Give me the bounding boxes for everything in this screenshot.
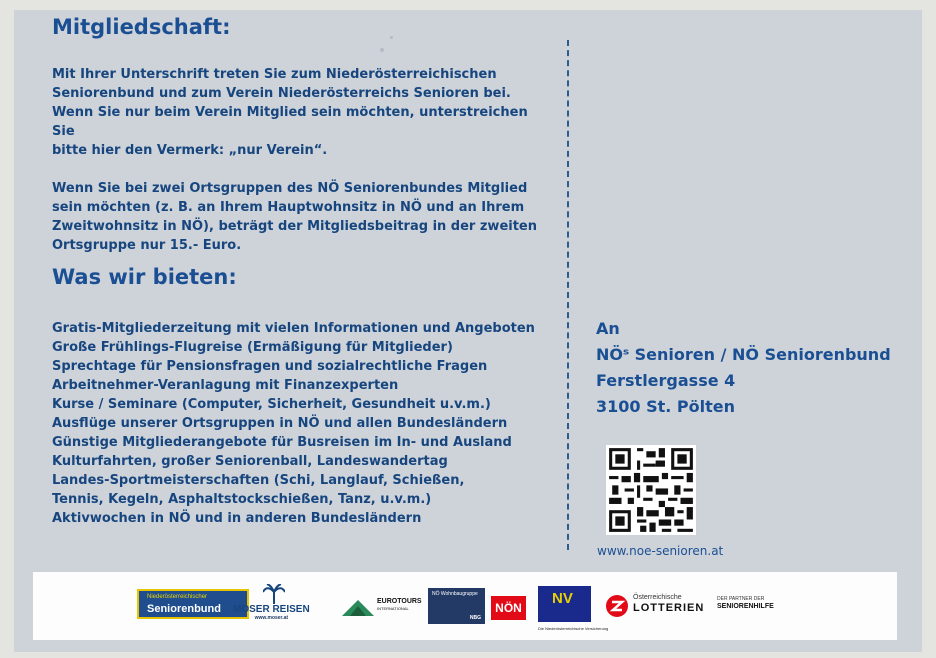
membership-paragraph-1: Mit Ihrer Unterschrift treten Sie zum Niederösterreichischen Seniorenbund und zum Verein Niederösterreichs Senioren bei. Wenn Sie nur beim Verein Mitglied sein möchten, unterstreichen Sie bitte hier den Vermerk: „nur Verein“. [52, 67, 528, 159]
offer-line: Kulturfahrten, großer Seniorenball, Landeswandertag [52, 454, 448, 470]
offer-line: Gratis-Mitgliederzeitung mit vielen Informationen und Angeboten [52, 321, 535, 337]
sponsor-logo-strip [33, 572, 897, 640]
non-logo: NÖN [491, 596, 526, 620]
palm-icon [263, 584, 285, 604]
website-link[interactable]: www.noe-senioren.at [597, 544, 724, 558]
address-block [596, 316, 891, 420]
offer-line: Sprechtage für Pensionsfragen und sozialrechtliche Fragen [52, 359, 488, 375]
address-line-1: An [596, 319, 620, 338]
offer-line: Günstige Mitgliederangebote für Busreisen im In- und Ausland [52, 435, 512, 451]
nv-versicherung-logo: NV Die Niederösterreichische Versicherung [538, 586, 591, 622]
offer-line: Ausflüge unserer Ortsgruppen in NÖ und allen Bundesländern [52, 416, 508, 432]
fold-divider [567, 40, 569, 550]
heading-membership: Mitgliedschaft: [52, 15, 231, 39]
lotterien-icon [605, 594, 629, 618]
heading-offer: Was wir bieten: [52, 265, 237, 290]
seniorenbund-logo: Niederösterreichischer Seniorenbund [137, 589, 249, 619]
offer-line: Tennis, Kegeln, Asphaltstockschießen, Tanz, u.v.m.) [52, 492, 432, 508]
address-line-4: 3100 St. Pölten [596, 397, 736, 416]
offer-line: Aktivwochen in NÖ und in anderen Bundesländern [52, 511, 422, 527]
left-column [52, 15, 552, 528]
offer-line: Kurse / Seminare (Computer, Sicherheit, Gesundheit u.v.m.) [52, 397, 491, 413]
mountain-icon [342, 598, 374, 616]
noe-wohnbaugruppe-logo: NÖ Wohnbaugruppe NBG [428, 588, 485, 624]
membership-paragraph-2: Wenn Sie bei zwei Ortsgruppen des NÖ Seniorenbundes Mitglied sein möchten (z. B. an Ihrem Hauptwohnsitz in NÖ und an Ihrem Zweitwohnsitz in NÖ), beträgt der Mitgliedsbeitrag in der zweiten Ortsgruppe nur 15.- Euro. [52, 181, 537, 254]
offer-list [52, 319, 552, 528]
offer-line: Landes-Sportmeisterschaften (Schi, Langlauf, Schießen, [52, 473, 465, 489]
offer-line: Arbeitnehmer-Veranlagung mit Finanzexperten [52, 378, 399, 394]
offer-line: Große Frühlings-Flugreise (Ermäßigung für Mitglieder) [52, 340, 453, 356]
moser-reisen-logo: MOSER REISEN www.moser.at [233, 584, 310, 621]
lotterien-logo: Österreichische LOTTERIEN DER PARTNER DER SENIORENHILFE [605, 594, 815, 620]
address-line-2: NÖˢ Senioren / NÖ Seniorenbund [596, 345, 891, 364]
qr-code[interactable] [606, 445, 696, 535]
address-line-3: Ferstlergasse 4 [596, 371, 736, 390]
eurotours-logo: EUROTOURS INTERNATIONAL [342, 598, 407, 618]
